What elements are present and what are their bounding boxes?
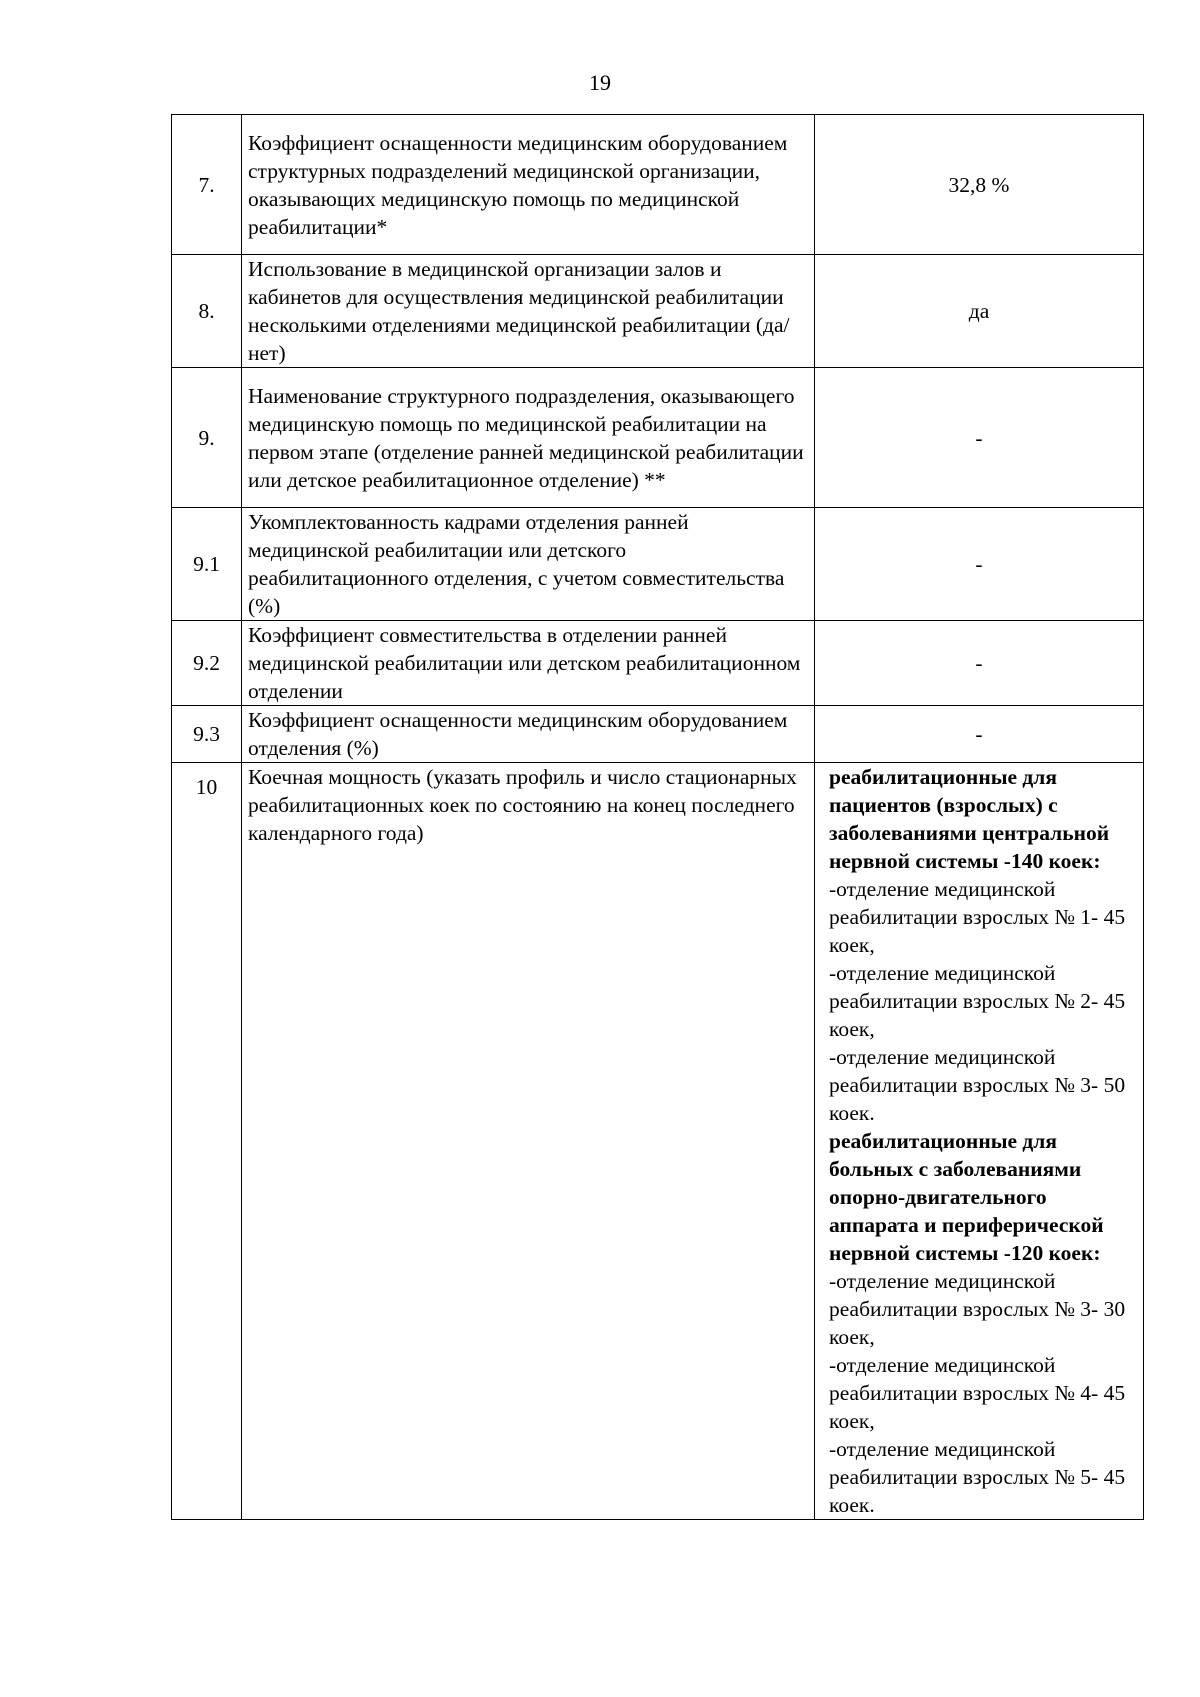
department-item: -отделение медицинской реабилитации взрослых № 3- 50 коек. bbox=[829, 1045, 1126, 1125]
bed-group-heading: реабилитационные для пациентов (взрослых) с заболеваниями центральной нервной системы -140 коек: bbox=[829, 765, 1110, 873]
indicator-value: да bbox=[815, 255, 1144, 368]
indicator-description: Коечная мощность (указать профиль и число стационарных реабилитационных коек по состоянию на конец последнего календарного года) bbox=[242, 763, 815, 1520]
row-number: 10 bbox=[172, 763, 242, 1520]
department-item: -отделение медицинской реабилитации взрослых № 4- 45 коек, bbox=[829, 1353, 1126, 1433]
row-number: 8. bbox=[172, 255, 242, 368]
row-number: 9.2 bbox=[172, 621, 242, 706]
department-item: -отделение медицинской реабилитации взрослых № 5- 45 коек. bbox=[829, 1437, 1126, 1517]
indicator-value: - bbox=[815, 368, 1144, 508]
department-item: -отделение медицинской реабилитации взрослых № 3- 30 коек, bbox=[829, 1269, 1126, 1349]
row-number: 9. bbox=[172, 368, 242, 508]
indicator-value: 32,8 % bbox=[815, 115, 1144, 255]
table-row bbox=[172, 368, 1144, 508]
table-row bbox=[172, 255, 1144, 368]
row-number: 9.1 bbox=[172, 508, 242, 621]
department-item: -отделение медицинской реабилитации взрослых № 1- 45 коек, bbox=[829, 877, 1126, 957]
table-row bbox=[172, 115, 1144, 255]
indicator-value: - bbox=[815, 508, 1144, 621]
indicators-table bbox=[171, 114, 1144, 1520]
indicator-description: Коэффициент оснащенности медицинским оборудованием структурных подразделений медицинской организации, оказывающих медицинскую помощь по медицинской реабилитации* bbox=[242, 115, 815, 255]
bed-group-heading: реабилитационные для больных с заболеваниями опорно-двигательного аппарата и периферической нервной системы -120 коек: bbox=[829, 1129, 1104, 1265]
department-item: -отделение медицинской реабилитации взрослых № 2- 45 коек, bbox=[829, 961, 1126, 1041]
indicator-description: Коэффициент совместительства в отделении ранней медицинской реабилитации или детском реабилитационном отделении bbox=[242, 621, 815, 706]
table-row bbox=[172, 621, 1144, 706]
table-row bbox=[172, 706, 1144, 763]
indicator-description: Использование в медицинской организации залов и кабинетов для осуществления медицинской реабилитации несколькими отделениями медицинской реабилитации (да/нет) bbox=[242, 255, 815, 368]
table-row bbox=[172, 763, 1144, 1520]
indicator-value: - bbox=[815, 706, 1144, 763]
bed-capacity-list bbox=[815, 763, 1144, 1520]
row-number: 7. bbox=[172, 115, 242, 255]
indicator-description: Коэффициент оснащенности медицинским оборудованием отделения (%) bbox=[242, 706, 815, 763]
indicator-value: - bbox=[815, 621, 1144, 706]
row-number: 9.3 bbox=[172, 706, 242, 763]
table-row bbox=[172, 508, 1144, 621]
page-number: 19 bbox=[589, 70, 611, 95]
indicator-description: Укомплектованность кадрами отделения ранней медицинской реабилитации или детского реабилитационного отделения, с учетом совместительства (%) bbox=[242, 508, 815, 621]
indicator-description: Наименование структурного подразделения, оказывающего медицинскую помощь по медицинской реабилитации на первом этапе (отделение ранней медицинской реабилитации или детское реабилитационное отделение) ** bbox=[242, 368, 815, 508]
